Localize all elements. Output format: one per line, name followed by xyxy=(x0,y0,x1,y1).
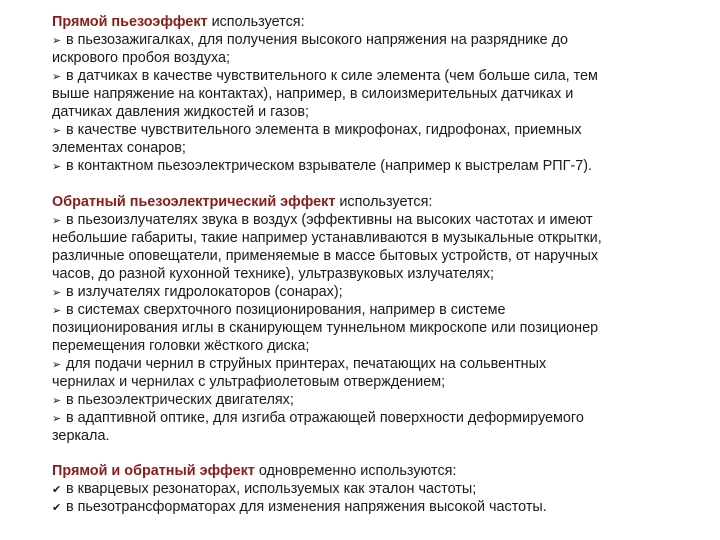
bullet-text: искрового пробоя воздуха; xyxy=(52,50,231,66)
arrow-icon: ➢ xyxy=(52,124,62,137)
heading-tail: одновременно используются: xyxy=(254,463,457,479)
section-direct-effect xyxy=(52,13,672,175)
arrow-icon: ➢ xyxy=(52,412,62,425)
check-icon: ✔ xyxy=(52,501,62,514)
arrow-icon: ➢ xyxy=(52,70,62,83)
bullet-text: в кварцевых резонаторах, используемых как эталон частоты; xyxy=(66,481,477,497)
bullet-line xyxy=(52,265,672,283)
bullet-line xyxy=(52,121,672,139)
bullet-text: чернилах и чернилах с ультрафиолетовым отверждением; xyxy=(52,374,446,390)
bullet-text: в датчиках в качестве чувствительного к силе элемента (чем больше сила, тем xyxy=(66,68,598,84)
bullet-line xyxy=(52,211,672,229)
bullet-text: небольшие габариты, такие например устанавливаются в музыкальные открытки, xyxy=(52,230,602,246)
arrow-icon: ➢ xyxy=(52,160,62,173)
bullet-line xyxy=(52,157,672,175)
bullet-line xyxy=(52,427,672,445)
bullet-text: позиционирования иглы в сканирующем туннельном микроскопе или позиционер xyxy=(52,320,599,336)
section-heading xyxy=(52,13,672,31)
bullet-text: зеркала. xyxy=(52,428,110,444)
bullet-text: в контактном пьезоэлектрическом взрывателе (например к выстрелам РПГ-7). xyxy=(66,158,592,174)
bullet-line xyxy=(52,337,672,355)
bullet-line xyxy=(52,301,672,319)
bullet-text: часов, до разной кухонной технике), ультразвуковых излучателях; xyxy=(52,266,494,282)
bullet-line xyxy=(52,498,672,516)
bullet-text: в пьезоэлектрических двигателях; xyxy=(66,392,294,408)
arrow-icon: ➢ xyxy=(52,358,62,371)
bullet-line xyxy=(52,103,672,121)
bullet-line xyxy=(52,247,672,265)
bullet-line xyxy=(52,319,672,337)
arrow-icon: ➢ xyxy=(52,304,62,317)
heading-term: Прямой и обратный эффект xyxy=(52,463,255,479)
bullet-text: в излучателях гидролокаторов (сонарах); xyxy=(66,284,343,300)
bullet-line xyxy=(52,229,672,247)
bullet-text: в системах сверхточного позиционирования, например в системе xyxy=(66,302,506,318)
section-heading xyxy=(52,193,672,211)
bullet-line xyxy=(52,480,672,498)
heading-tail: используется: xyxy=(335,194,433,210)
bullet-text: в пьезоизлучателях звука в воздух (эффективны на высоких частотах и имеют xyxy=(66,212,593,228)
section-both-effects xyxy=(52,462,672,516)
section-inverse-effect xyxy=(52,193,672,445)
bullet-text: датчиках давления жидкостей и газов; xyxy=(52,104,309,120)
heading-term: Прямой пьезоэффект xyxy=(52,14,208,30)
bullet-line xyxy=(52,139,672,157)
check-icon: ✔ xyxy=(52,483,62,496)
heading-term: Обратный пьезоэлектрический эффект xyxy=(52,194,336,210)
bullet-text: в пьезозажигалках, для получения высокого напряжения на разряднике до xyxy=(66,32,569,48)
arrow-icon: ➢ xyxy=(52,214,62,227)
bullet-text: элементах сонаров; xyxy=(52,140,186,156)
arrow-icon: ➢ xyxy=(52,34,62,47)
heading-tail: используется: xyxy=(207,14,305,30)
bullet-line xyxy=(52,409,672,427)
bullet-line xyxy=(52,49,672,67)
bullet-line xyxy=(52,355,672,373)
bullet-text: для подачи чернил в струйных принтерах, печатающих на сольвентных xyxy=(66,356,547,372)
arrow-icon: ➢ xyxy=(52,286,62,299)
arrow-icon: ➢ xyxy=(52,394,62,407)
bullet-text: различные оповещатели, применяемые в массе бытовых устройств, от наручных xyxy=(52,248,599,264)
section-heading xyxy=(52,462,672,480)
bullet-text: в качестве чувствительного элемента в микрофонах, гидрофонах, приемных xyxy=(66,122,582,138)
bullet-line xyxy=(52,391,672,409)
bullet-line xyxy=(52,283,672,301)
bullet-text: выше напряжение на контактах), например, в силоизмерительных датчиках и xyxy=(52,86,574,102)
bullet-text: в адаптивной оптике, для изгиба отражающей поверхности деформируемого xyxy=(66,410,584,426)
bullet-line xyxy=(52,67,672,85)
bullet-line xyxy=(52,373,672,391)
bullet-line xyxy=(52,31,672,49)
bullet-text: в пьезотрансформаторах для изменения напряжения высокой частоты. xyxy=(66,499,547,515)
bullet-text: перемещения головки жёсткого диска; xyxy=(52,338,310,354)
bullet-line xyxy=(52,85,672,103)
